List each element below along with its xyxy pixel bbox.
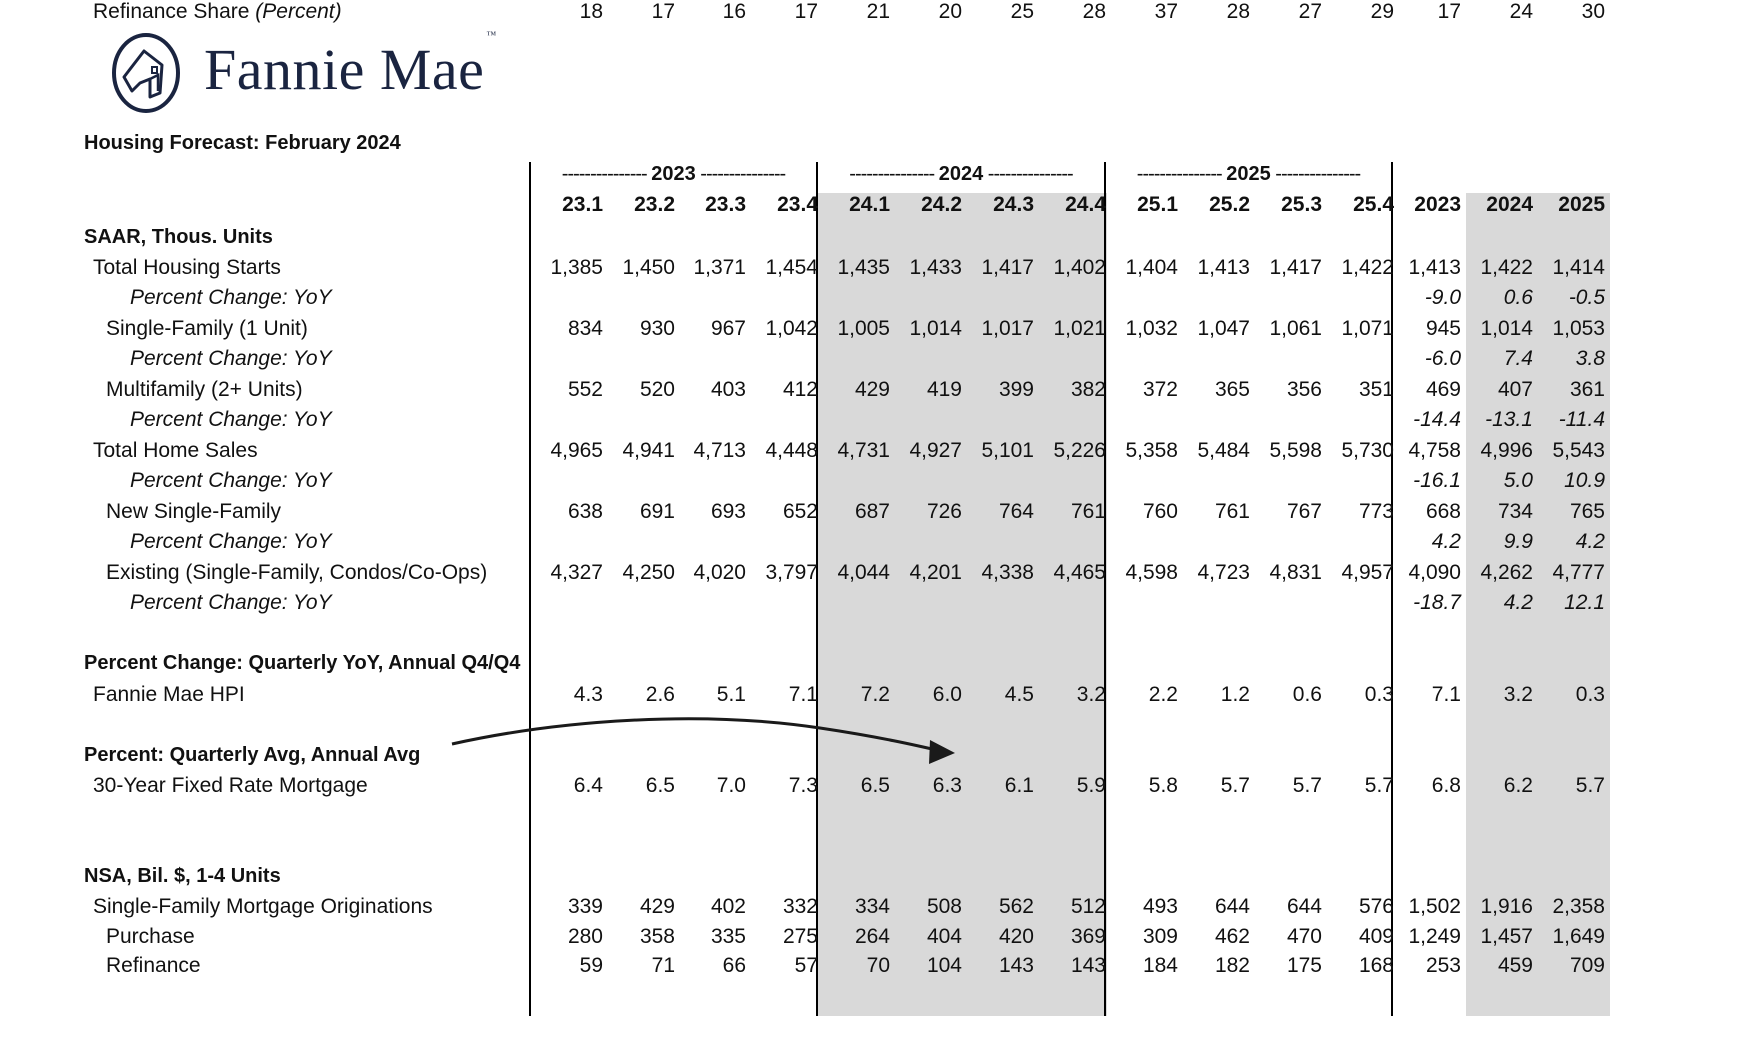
table-cell: 644 bbox=[1214, 895, 1250, 918]
section-heading: Percent: Quarterly Avg, Annual Avg bbox=[84, 744, 421, 766]
table-cell: 365 bbox=[1214, 378, 1250, 401]
table-cell: 512 bbox=[1070, 895, 1106, 918]
table-cell: 4,044 bbox=[837, 561, 890, 584]
table-cell: 17 bbox=[651, 0, 675, 23]
section-heading: NSA, Bil. $, 1-4 Units bbox=[84, 865, 281, 887]
table-cell: 644 bbox=[1286, 895, 1322, 918]
table-cell: 945 bbox=[1425, 317, 1461, 340]
table-cell: 9.9 bbox=[1503, 530, 1533, 553]
row-label: Percent Change: YoY bbox=[130, 530, 332, 553]
table-cell: 1,414 bbox=[1552, 256, 1605, 279]
column-header: 23.1 bbox=[562, 193, 603, 216]
table-cell: 5.7 bbox=[1575, 774, 1605, 797]
row-label: Total Home Sales bbox=[93, 439, 258, 462]
table-cell: 4,598 bbox=[1125, 561, 1178, 584]
table-cell: 6.5 bbox=[645, 774, 675, 797]
table-cell: 17 bbox=[1437, 0, 1461, 23]
table-cell: 1,047 bbox=[1197, 317, 1250, 340]
table-cell: 765 bbox=[1569, 500, 1605, 523]
column-header: 23.2 bbox=[634, 193, 675, 216]
table-cell: 834 bbox=[567, 317, 603, 340]
year-label: 2024 bbox=[938, 163, 984, 185]
row-label: Purchase bbox=[106, 925, 195, 948]
table-cell: 508 bbox=[926, 895, 962, 918]
table-cell: 1,071 bbox=[1341, 317, 1394, 340]
table-cell: 668 bbox=[1425, 500, 1461, 523]
column-header: 2024 bbox=[1486, 193, 1533, 216]
section-heading: Percent Change: Quarterly YoY, Annual Q4/Q4 bbox=[84, 652, 521, 674]
table-cell: -0.5 bbox=[1568, 286, 1605, 309]
table-cell: 767 bbox=[1286, 500, 1322, 523]
table-cell: 1,053 bbox=[1552, 317, 1605, 340]
table-cell: 184 bbox=[1142, 954, 1178, 977]
table-cell: 1,014 bbox=[1480, 317, 1533, 340]
table-cell: 5,358 bbox=[1125, 439, 1178, 462]
table-cell: 382 bbox=[1070, 378, 1106, 401]
table-cell: 361 bbox=[1569, 378, 1605, 401]
row-label: Percent Change: YoY bbox=[130, 347, 332, 370]
row-label: 30-Year Fixed Rate Mortgage bbox=[93, 774, 368, 797]
table-cell: 5,598 bbox=[1269, 439, 1322, 462]
table-cell: 253 bbox=[1425, 954, 1461, 977]
table-cell: 5.0 bbox=[1503, 469, 1533, 492]
column-header: 25.1 bbox=[1137, 193, 1178, 216]
table-cell: 1,005 bbox=[837, 317, 890, 340]
table-cell: 1,042 bbox=[765, 317, 818, 340]
table-cell: 687 bbox=[854, 500, 890, 523]
table-cell: 470 bbox=[1286, 925, 1322, 948]
row-label: Total Housing Starts bbox=[93, 256, 281, 279]
table-cell: 409 bbox=[1358, 925, 1394, 948]
table-cell: 4,090 bbox=[1408, 561, 1461, 584]
table-cell: 2.2 bbox=[1148, 683, 1178, 706]
table-cell: 1,649 bbox=[1552, 925, 1605, 948]
row-label: Percent Change: YoY bbox=[130, 286, 332, 309]
table-cell: 404 bbox=[926, 925, 962, 948]
table-cell: 4,777 bbox=[1552, 561, 1605, 584]
table-cell: 1,417 bbox=[981, 256, 1034, 279]
table-cell: 6.8 bbox=[1431, 774, 1461, 797]
column-header: 24.4 bbox=[1065, 193, 1106, 216]
table-cell: 4,927 bbox=[909, 439, 962, 462]
year-label: 2023 bbox=[651, 163, 696, 185]
table-cell: 4,758 bbox=[1408, 439, 1461, 462]
table-cell: 25 bbox=[1010, 0, 1034, 23]
table-cell: 6.2 bbox=[1503, 774, 1533, 797]
table-cell: 1,021 bbox=[1053, 317, 1106, 340]
brand-name: Fannie Mae™ bbox=[204, 30, 497, 102]
table-cell: 469 bbox=[1425, 378, 1461, 401]
table-cell: 1,916 bbox=[1480, 895, 1533, 918]
table-cell: 21 bbox=[866, 0, 890, 23]
table-cell: 7.0 bbox=[716, 774, 746, 797]
row-label: Existing (Single-Family, Condos/Co-Ops) bbox=[106, 561, 488, 584]
table-cell: 351 bbox=[1358, 378, 1394, 401]
table-cell: 1,422 bbox=[1480, 256, 1533, 279]
table-cell: 6.0 bbox=[932, 683, 962, 706]
table-cell: 356 bbox=[1286, 378, 1322, 401]
column-header: 2025 bbox=[1558, 193, 1605, 216]
table-cell: 1,014 bbox=[909, 317, 962, 340]
table-cell: -18.7 bbox=[1413, 591, 1461, 614]
table-cell: 66 bbox=[722, 954, 746, 977]
table-cell: 1,032 bbox=[1125, 317, 1178, 340]
table-cell: 693 bbox=[710, 500, 746, 523]
table-cell: 10.9 bbox=[1564, 469, 1605, 492]
table-cell: -9.0 bbox=[1424, 286, 1461, 309]
table-cell: 5,226 bbox=[1053, 439, 1106, 462]
table-cell: 4,957 bbox=[1341, 561, 1394, 584]
table-cell: 28 bbox=[1082, 0, 1106, 23]
table-cell: 143 bbox=[1070, 954, 1106, 977]
table-cell: 1,433 bbox=[909, 256, 962, 279]
table-cell: 16 bbox=[722, 0, 746, 23]
table-cell: 175 bbox=[1286, 954, 1322, 977]
table-cell: 403 bbox=[710, 378, 746, 401]
table-cell: 2,358 bbox=[1552, 895, 1605, 918]
table-cell: 4,941 bbox=[622, 439, 675, 462]
table-cell: 773 bbox=[1358, 500, 1394, 523]
table-cell: 761 bbox=[1070, 500, 1106, 523]
table-cell: 562 bbox=[998, 895, 1034, 918]
table-cell: 402 bbox=[710, 895, 746, 918]
table-cell: 709 bbox=[1569, 954, 1605, 977]
table-cell: 1,402 bbox=[1053, 256, 1106, 279]
table-cell: 726 bbox=[926, 500, 962, 523]
column-header: 24.1 bbox=[849, 193, 890, 216]
table-cell: 104 bbox=[926, 954, 962, 977]
table-cell: 4,020 bbox=[693, 561, 746, 584]
table-cell: 764 bbox=[998, 500, 1034, 523]
table-cell: 3.2 bbox=[1076, 683, 1106, 706]
table-cell: 1,422 bbox=[1341, 256, 1394, 279]
row-label: Percent Change: YoY bbox=[130, 591, 332, 614]
table-cell: 5,484 bbox=[1197, 439, 1250, 462]
table-cell: 4,465 bbox=[1053, 561, 1106, 584]
year-group-label: --------------- 2025 --------------- bbox=[1136, 163, 1361, 185]
table-cell: 930 bbox=[639, 317, 675, 340]
table-cell: 332 bbox=[782, 895, 818, 918]
table-cell: 967 bbox=[710, 317, 746, 340]
table-cell: 1,061 bbox=[1269, 317, 1322, 340]
table-cell: 638 bbox=[567, 500, 603, 523]
table-cell: 7.1 bbox=[788, 683, 818, 706]
table-cell: 182 bbox=[1214, 954, 1250, 977]
table-cell: 6.5 bbox=[860, 774, 890, 797]
table-cell: 1,404 bbox=[1125, 256, 1178, 279]
table-cell: 71 bbox=[651, 954, 675, 977]
table-cell: 6.4 bbox=[573, 774, 603, 797]
table-cell: 4,723 bbox=[1197, 561, 1250, 584]
table-cell: 168 bbox=[1358, 954, 1394, 977]
row-label: Fannie Mae HPI bbox=[93, 683, 245, 706]
table-cell: -6.0 bbox=[1424, 347, 1461, 370]
row-label: Single-Family (1 Unit) bbox=[106, 317, 308, 340]
table-cell: 4,327 bbox=[550, 561, 603, 584]
table-cell: 4,338 bbox=[981, 561, 1034, 584]
table-cell: 28 bbox=[1226, 0, 1250, 23]
row-label: New Single-Family bbox=[106, 500, 282, 523]
year-group-label: --------------- 2023 --------------- bbox=[561, 163, 786, 185]
table-cell: 1,450 bbox=[622, 256, 675, 279]
table-cell: 369 bbox=[1070, 925, 1106, 948]
row-label: Refinance Share (Percent) bbox=[93, 0, 342, 23]
table-cell: 5.9 bbox=[1076, 774, 1106, 797]
table-cell: 5.7 bbox=[1220, 774, 1250, 797]
table-cell: 760 bbox=[1142, 500, 1178, 523]
table-cell: 3.2 bbox=[1503, 683, 1533, 706]
table-cell: 576 bbox=[1358, 895, 1394, 918]
column-header: 24.2 bbox=[921, 193, 962, 216]
table-cell: 4,713 bbox=[693, 439, 746, 462]
table-cell: 0.3 bbox=[1575, 683, 1605, 706]
table-cell: 4,448 bbox=[765, 439, 818, 462]
table-cell: -16.1 bbox=[1413, 469, 1461, 492]
table-cell: 1,435 bbox=[837, 256, 890, 279]
table-cell: 2.6 bbox=[645, 683, 675, 706]
table-cell: 1,413 bbox=[1197, 256, 1250, 279]
table-cell: 5,730 bbox=[1341, 439, 1394, 462]
table-cell: 1,413 bbox=[1408, 256, 1461, 279]
table-cell: 17 bbox=[794, 0, 818, 23]
table-cell: 30 bbox=[1581, 0, 1605, 23]
table-cell: 407 bbox=[1497, 378, 1533, 401]
row-label: Percent Change: YoY bbox=[130, 408, 332, 431]
table-cell: 4,250 bbox=[622, 561, 675, 584]
table-cell: 761 bbox=[1214, 500, 1250, 523]
table-cell: 309 bbox=[1142, 925, 1178, 948]
table-cell: 399 bbox=[998, 378, 1034, 401]
table-cell: 4.2 bbox=[1431, 530, 1461, 553]
column-header: 23.3 bbox=[705, 193, 746, 216]
table-cell: 691 bbox=[639, 500, 675, 523]
column-header: 25.3 bbox=[1281, 193, 1322, 216]
table-cell: 4.5 bbox=[1004, 683, 1034, 706]
table-cell: 4,731 bbox=[837, 439, 890, 462]
row-label: Multifamily (2+ Units) bbox=[106, 378, 303, 401]
table-cell: 429 bbox=[854, 378, 890, 401]
table-cell: 1,385 bbox=[550, 256, 603, 279]
page-title: Housing Forecast: February 2024 bbox=[84, 132, 401, 154]
table-cell: 6.3 bbox=[932, 774, 962, 797]
table-cell: 280 bbox=[567, 925, 603, 948]
table-cell: 419 bbox=[926, 378, 962, 401]
table-cell: -14.4 bbox=[1413, 408, 1461, 431]
table-cell: 358 bbox=[639, 925, 675, 948]
table-cell: 1,454 bbox=[765, 256, 818, 279]
table-cell: 20 bbox=[938, 0, 962, 23]
table-cell: 37 bbox=[1154, 0, 1178, 23]
table-cell: 7.1 bbox=[1431, 683, 1461, 706]
row-label: Percent Change: YoY bbox=[130, 469, 332, 492]
table-cell: 4,201 bbox=[909, 561, 962, 584]
table-cell: 520 bbox=[639, 378, 675, 401]
table-cell: 4.2 bbox=[1503, 591, 1533, 614]
table-cell: 143 bbox=[998, 954, 1034, 977]
table-cell: 420 bbox=[998, 925, 1034, 948]
table-cell: 264 bbox=[854, 925, 890, 948]
table-cell: 59 bbox=[579, 954, 603, 977]
year-group-label: --------------- 2024 --------------- bbox=[849, 163, 1073, 185]
table-cell: 4,262 bbox=[1480, 561, 1533, 584]
table-cell: 4.3 bbox=[573, 683, 603, 706]
table-cell: 372 bbox=[1142, 378, 1178, 401]
table-cell: 493 bbox=[1142, 895, 1178, 918]
table-cell: 4.2 bbox=[1575, 530, 1605, 553]
table-cell: 18 bbox=[579, 0, 603, 23]
table-cell: 275 bbox=[782, 925, 818, 948]
table-cell: 4,996 bbox=[1480, 439, 1533, 462]
table-cell: 5.8 bbox=[1148, 774, 1178, 797]
table-cell: 7.4 bbox=[1503, 347, 1533, 370]
table-cell: 412 bbox=[782, 378, 818, 401]
table-cell: 12.1 bbox=[1564, 591, 1605, 614]
table-cell: 335 bbox=[710, 925, 746, 948]
table-cell: 462 bbox=[1214, 925, 1250, 948]
table-cell: 27 bbox=[1298, 0, 1322, 23]
table-cell: 0.6 bbox=[1292, 683, 1322, 706]
table-cell: 6.1 bbox=[1004, 774, 1034, 797]
table-cell: 29 bbox=[1370, 0, 1394, 23]
table-cell: 1,502 bbox=[1408, 895, 1461, 918]
table-cell: 334 bbox=[854, 895, 890, 918]
table-cell: 429 bbox=[639, 895, 675, 918]
table-cell: 3.8 bbox=[1575, 347, 1605, 370]
table-cell: 5,101 bbox=[981, 439, 1034, 462]
column-header: 25.2 bbox=[1209, 193, 1250, 216]
table-cell: 1,371 bbox=[693, 256, 746, 279]
table-cell: 5.7 bbox=[1292, 774, 1322, 797]
row-label: Refinance bbox=[106, 954, 201, 977]
table-cell: 652 bbox=[782, 500, 818, 523]
table-cell: 1,417 bbox=[1269, 256, 1322, 279]
column-header: 25.4 bbox=[1353, 193, 1394, 216]
table-cell: 459 bbox=[1497, 954, 1533, 977]
table-cell: 7.3 bbox=[788, 774, 818, 797]
table-cell: 0.6 bbox=[1503, 286, 1533, 309]
column-header: 23.4 bbox=[777, 193, 818, 216]
row-label: Single-Family Mortgage Originations bbox=[93, 895, 433, 918]
table-cell: 0.3 bbox=[1364, 683, 1394, 706]
row-label-suffix: (Percent) bbox=[255, 0, 342, 23]
table-cell: 57 bbox=[794, 954, 818, 977]
table-cell: 552 bbox=[567, 378, 603, 401]
table-cell: 70 bbox=[866, 954, 890, 977]
table-cell: 24 bbox=[1509, 0, 1533, 23]
table-cell: 1,457 bbox=[1480, 925, 1533, 948]
table-cell: 5,543 bbox=[1552, 439, 1605, 462]
table-cell: 4,965 bbox=[550, 439, 603, 462]
table-cell: 339 bbox=[567, 895, 603, 918]
table-cell: 1.2 bbox=[1220, 683, 1250, 706]
year-label: 2025 bbox=[1226, 163, 1271, 185]
table-cell: -11.4 bbox=[1558, 408, 1605, 431]
column-header: 24.3 bbox=[993, 193, 1034, 216]
table-cell: -13.1 bbox=[1485, 408, 1533, 431]
table-cell: 5.7 bbox=[1364, 774, 1394, 797]
table-cell: 3,797 bbox=[765, 561, 818, 584]
table-cell: 4,831 bbox=[1269, 561, 1322, 584]
section-heading: SAAR, Thous. Units bbox=[84, 226, 273, 248]
table-cell: 734 bbox=[1497, 500, 1533, 523]
table-cell: 5.1 bbox=[716, 683, 746, 706]
column-header: 2023 bbox=[1414, 193, 1461, 216]
table-cell: 1,017 bbox=[981, 317, 1034, 340]
table-cell: 1,249 bbox=[1408, 925, 1461, 948]
table-cell: 7.2 bbox=[860, 683, 890, 706]
